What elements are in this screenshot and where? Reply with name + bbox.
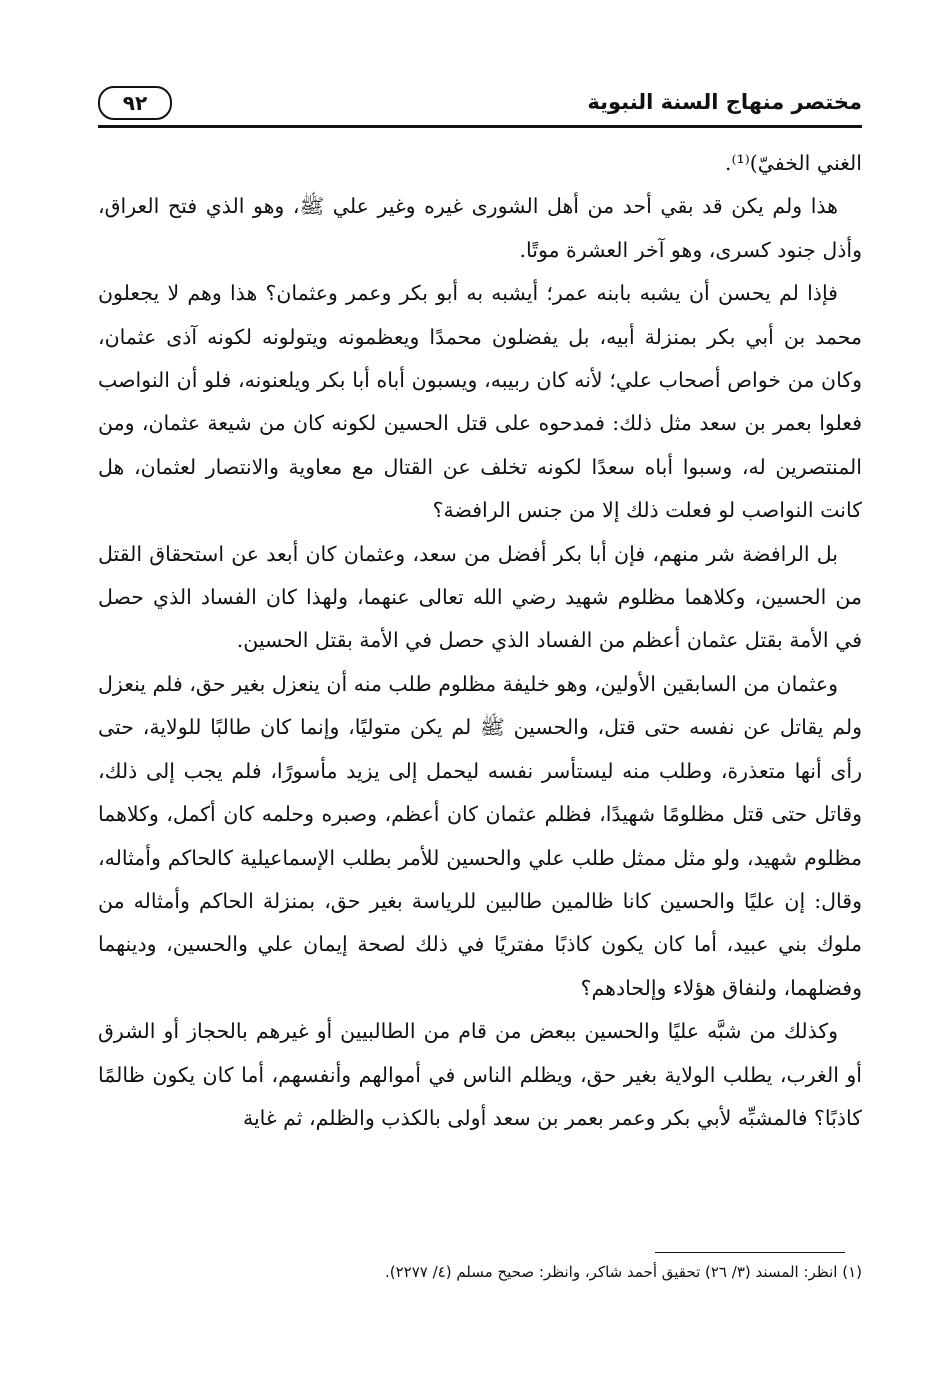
book-title: مختصر منهاج السنة النبوية: [587, 90, 862, 114]
footnote: (١) انظر: المسند (٣/ ٢٦) تحقيق أحمد شاكر، وانظر: صحيح مسلم (٤/ ٢٢٧٧).: [384, 1263, 862, 1281]
page-number-badge: ٩٢: [98, 86, 172, 120]
header-divider: [98, 125, 862, 128]
paragraph-5: وعثمان من السابقين الأولين، وهو خليفة مظلوم طلب منه أن ينعزل بغير حق، فلم ينعزل ولم يقاتل عن نفسه حتى قتل، والحسين ﷺ لم يكن متوليًا، وإنما كان طالبًا للولاية، حتى رأى أنها متعذرة، وطلب منه ليستأسر نفسه ليحمل إلى يزيد مأسورًا، فلم يجب إلى ذلك، وقاتل حتى قتل مظلومًا شهيدًا، فظلم عثمان كان أعظم، وصبره وحلمه كان أكمل، وكلاهما مظلوم شهيد، ولو مثل ممثل طلب علي والحسين للأمر بطلب الإسماعيلية كالحاكم وأمثاله، وقال: إن عليًا والحسين كانا ظالمين طالبين للرياسة بغير حق، بمنزلة الحاكم وأمثاله من ملوك بني عبيد، أما كان يكون كاذبًا مفتريًا في ذلك لصحة إيمان علي والحسين، ودينهما وفضلهما، ولنفاق هؤلاء وإلحادهم؟: [98, 671, 862, 1000]
footnote-divider: [655, 1252, 845, 1253]
paragraph-6: وكذلك من شبَّه عليًا والحسين ببعض من قام من الطالبيين أو غيرهم بالحجاز أو الشرق أو الغرب، يطلب الولاية بغير حق، ويظلم الناس في أموالهم وأنفسهم، أما كان يكون ظالمًا كاذبًا؟ فالمشبِّه لأبي بكر وعمر بعمر بن سعد أولى بالكذب والظلم، ثم غاية: [98, 1019, 862, 1130]
paragraph-4: بل الرافضة شر منهم، فإن أبا بكر أفضل من سعد، وعثمان كان أبعد عن استحقاق القتل من الحسين، وكلاهما مظلوم شهيد رضي الله تعالى عنهما، ولهذا كان الفساد الذي حصل في الأمة بقتل عثمان أعظم من الفساد الذي حصل في الأمة بقتل الحسين.: [98, 541, 862, 653]
paragraph-1: الغني الخفيّ)⁽¹⁾.: [724, 151, 862, 175]
running-header: [98, 86, 862, 128]
main-text: [98, 142, 862, 1140]
paragraph-3: فإذا لم يحسن أن يشبه بابنه عمر؛ أيشبه به أبو بكر وعمر وعثمان؟ هذا وهم لا يجعلون محمد بن أبي بكر بمنزلة أبيه، بل يفضلون محمدًا ويعظمونه ويتولونه لكونه آذى عثمان، وكان من خواص أصحاب علي؛ لأنه كان ربيبه، ويسبون أباه أبا بكر ويلعنونه، فلو أن النواصب فعلوا بعمر بن سعد مثل ذلك: فمدحوه على قتل الحسين لكونه كان من شيعة عثمان، ومن المنتصرين له، وسبوا أباه سعدًا لكونه تخلف عن القتال مع معاوية والانتصار لعثمان، هل كانت النواصب لو فعلت ذلك إلا من جنس الرافضة؟: [98, 281, 862, 523]
paragraph-2: هذا ولم يكن قد بقي أحد من أهل الشورى غيره وغير علي ﷺ، وهو الذي فتح العراق، وأذل جنود كسرى، وهو آخر العشرة موتًا.: [98, 194, 862, 262]
